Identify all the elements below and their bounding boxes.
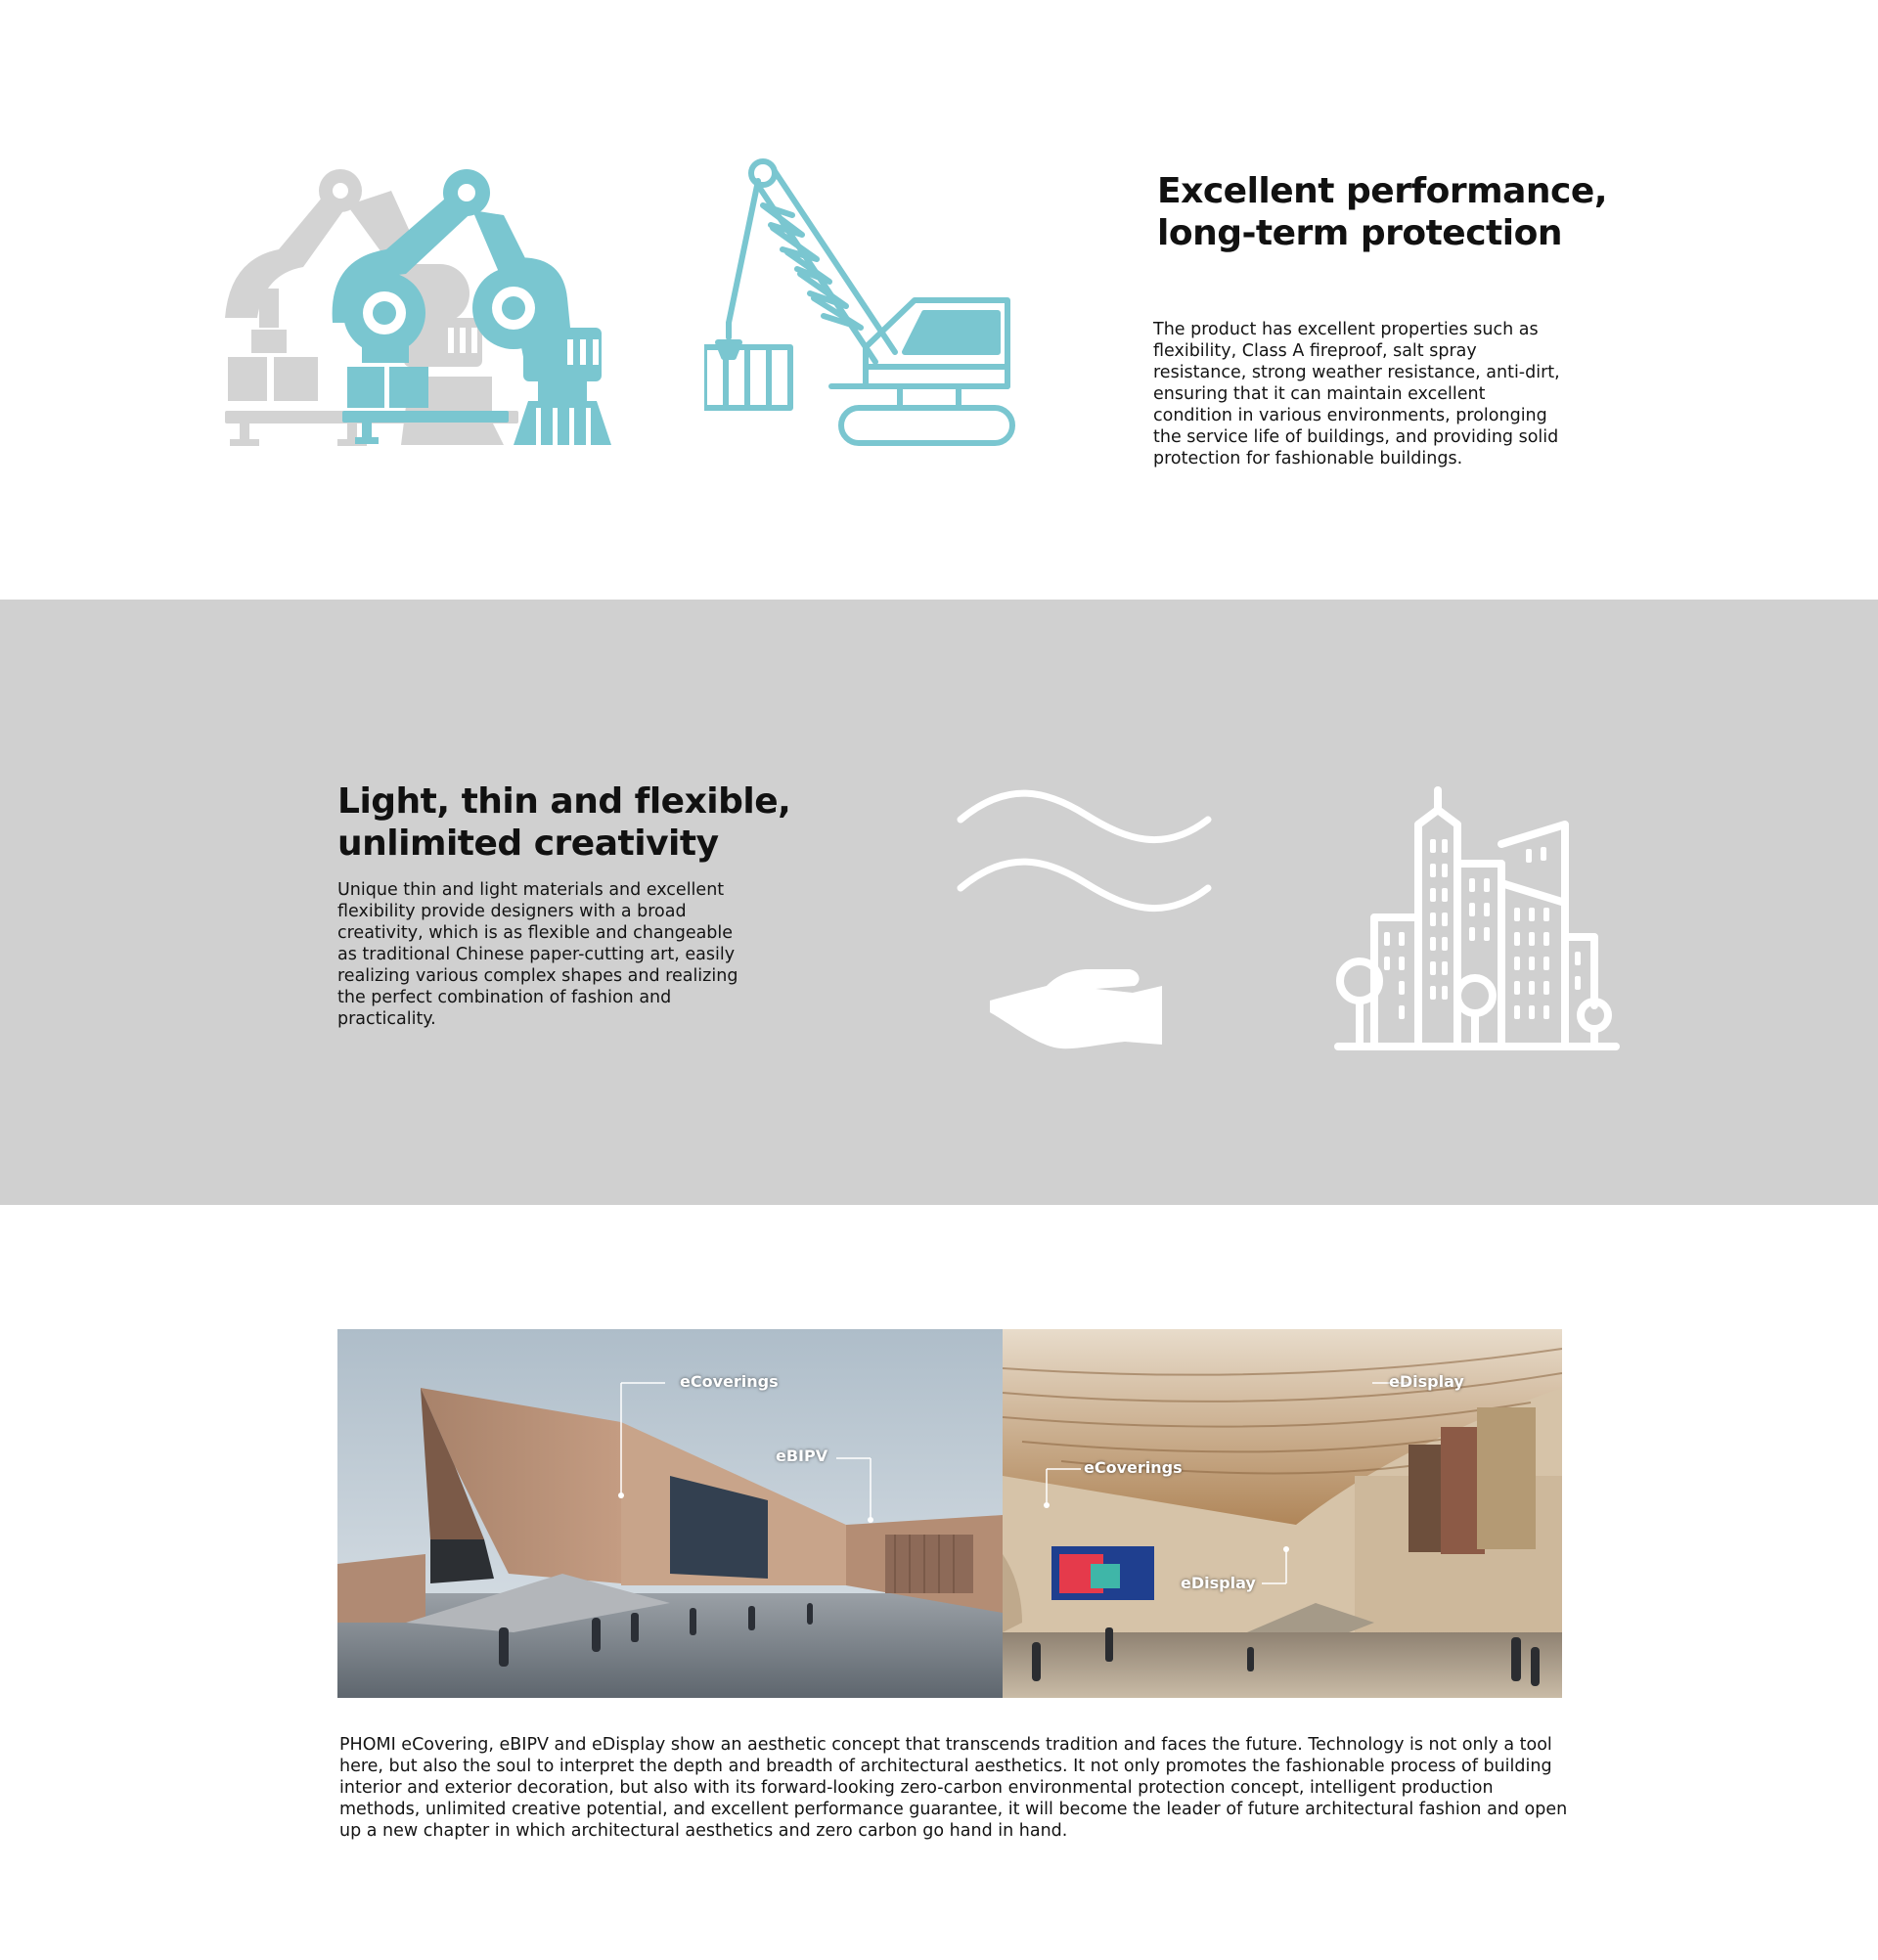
closing-paragraph: PHOMI eCovering, eBIPV and eDisplay show an aesthetic concept that transcends tradition and faces the future. Technology is not only a tool here, but also the soul to interpret the depth and breadth of architectural aesthetics. It not only promotes the fashionable process of building interior and exterior decoration, but also with its forward-looking zero-carbon environmental protection concept, intelligent production methods, unlimited creative potential, and excellent performance guarantee, it will become the leader of future architectural fashion and open up a new chapter in which architectural aesthetics and zero carbon go hand in hand. [339,1735,1568,1841]
performance-body-wrap [1153,319,1564,469]
tag-interior-edisplay-bottom: eDisplay [1181,1574,1256,1592]
crane-icon [704,152,1017,455]
closing-paragraph-wrap [339,1734,1572,1842]
performance-section [0,0,1878,600]
wave-hand-icon [949,785,1223,1049]
performance-heading-wrap [1157,170,1607,254]
interior-hall-photo [1003,1329,1562,1698]
performance-heading: Excellent performance, long-term protection [1157,171,1607,253]
flexible-heading-wrap [337,780,846,865]
exterior-building-photo [337,1329,1003,1698]
flexible-body-wrap [337,879,748,1030]
tag-exterior-ebipv: eBIPV [776,1447,828,1465]
city-icon [1330,771,1624,1054]
robot-arms-icon [210,152,621,455]
showcase-section [0,1205,1878,1960]
tag-exterior-ecoverings: eCoverings [680,1372,779,1391]
flexible-heading: Light, thin and flexible, unlimited creativity [337,781,791,864]
flexible-section [0,600,1878,1205]
tag-interior-edisplay-top: eDisplay [1389,1372,1464,1391]
flexible-body: Unique thin and light materials and excellent flexibility provide designers with a broad creativity, which is as flexible and changeable as traditional Chinese paper-cutting art, easily realizing various complex shapes and realizing the perfect combination of fashion and practicality. [337,880,738,1029]
performance-body: The product has excellent properties such as flexibility, Class A fireproof, salt spray resistance, strong weather resistance, anti-dirt, ensuring that it can maintain excellent condition in various environments, prolonging the service life of buildings, and providing solid protection for fashionable buildings. [1153,320,1560,468]
showcase-photo [337,1329,1562,1698]
tag-interior-ecoverings: eCoverings [1084,1458,1183,1477]
